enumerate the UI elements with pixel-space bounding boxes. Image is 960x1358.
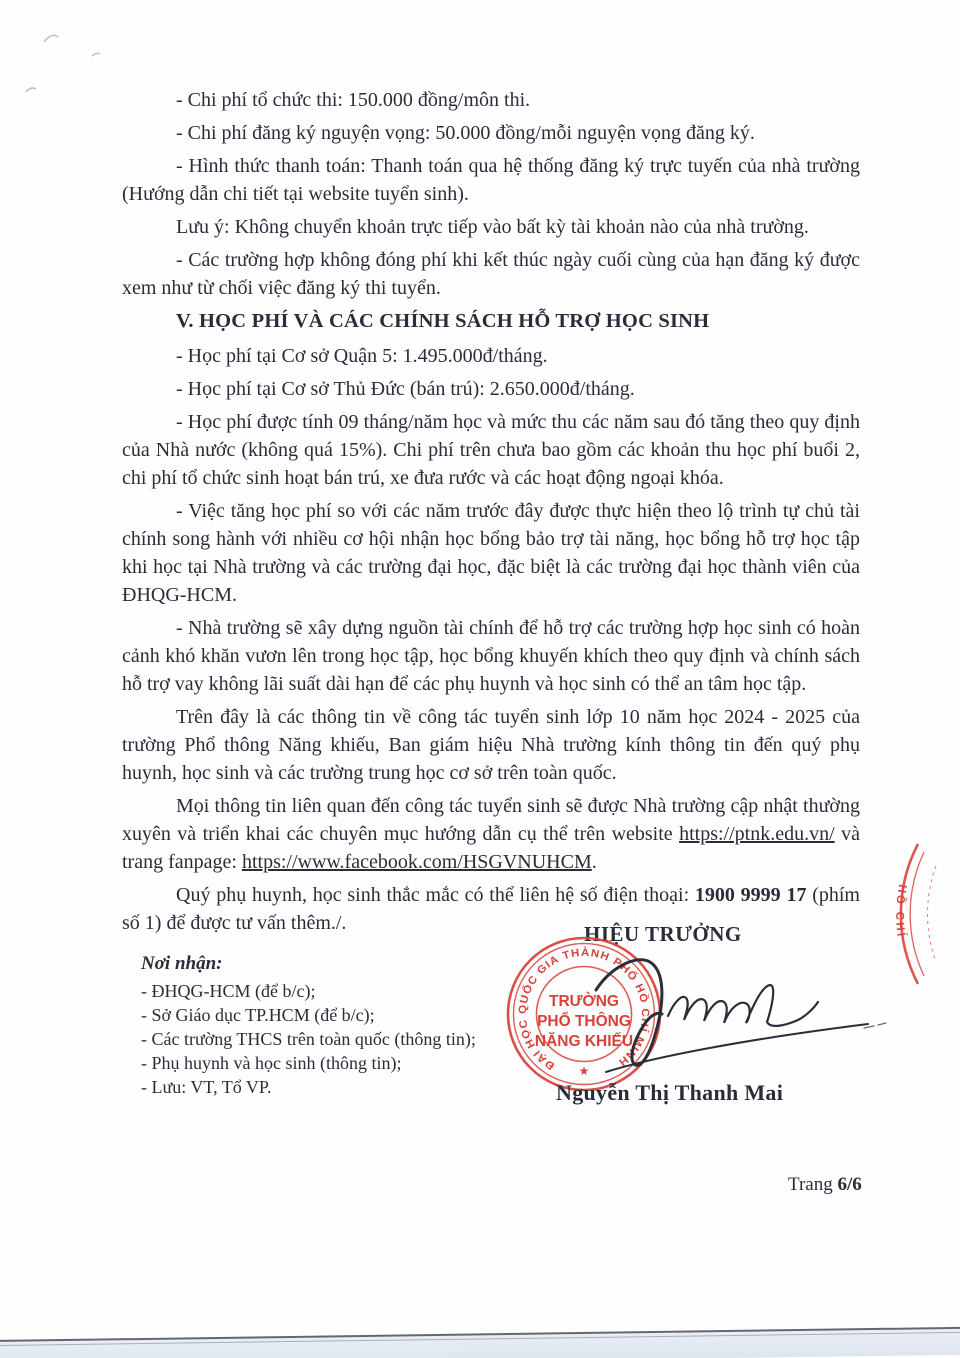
recipients-list <box>141 979 481 1099</box>
text-segment: - Nhà trường sẽ xây dựng nguồn tài chính để hỗ trợ các trường hợp học sinh có hoàn cảnh khó khăn vươn lên trong học tập, học bổng khuyến khích theo quy định và chính sách hỗ trợ vay không lãi suất dài hạn để các phụ huynh và học sinh có thể an tâm học tập. <box>122 617 860 695</box>
recipient-item: - ĐHQG-HCM (để b/c); <box>141 981 316 1001</box>
recipient-item: - Sở Giáo dục TP.HCM (để b/c); <box>141 1005 375 1025</box>
page-number-label: Trang <box>788 1174 833 1195</box>
text-segment: và trang fanpage: <box>122 823 860 873</box>
recipients-block <box>141 952 481 1099</box>
recipient-item: - Các trường THCS trên toàn quốc (thông tin); <box>141 1029 476 1049</box>
edge-stamp-text: HỒ CHÍ <box>893 883 909 940</box>
text-segment: - Các trường hợp không đóng phí khi kết thúc ngày cuối cùng của hạn đăng ký được xem như từ chối việc đăng ký thi tuyển. <box>122 249 860 299</box>
recipient-item: - Phụ huynh và học sinh (thông tin); <box>141 1053 402 1073</box>
text-segment: Mọi thông tin liên quan đến công tác tuyển sinh sẽ được Nhà trường cập nhật thường xuyên và triển khai các chuyên mục hướng dẫn cụ thể trên website <box>122 795 860 845</box>
stamp-text-line3: NĂNG KHIẾU <box>534 1033 634 1050</box>
pencil-marks <box>26 35 100 92</box>
text-segment: - Hình thức thanh toán: Thanh toán qua hệ thống đăng ký trực tuyến của nhà trường (Hướng dẫn chi tiết tại website tuyển sinh). <box>122 155 860 205</box>
signature-strokes <box>596 960 886 1072</box>
text-segment: . <box>591 851 597 873</box>
stamp-text-line1: TRƯỜNG <box>549 993 619 1010</box>
signer-name: Nguyễn Thị Thanh Mai <box>556 1080 784 1105</box>
stamp-ring-text: ĐẠI HỌC QUỐC GIA THÀNH PHỐ HỒ CHÍ MINH <box>516 946 652 1072</box>
text-segment: - Chi phí tổ chức thi: 150.000 đồng/môn thi. <box>176 89 531 111</box>
text-segment: - Học phí tại Cơ sở Quận 5: 1.495.000đ/tháng. <box>176 345 548 367</box>
text-segment: Quý phụ huynh, học sinh thắc mắc có thể liên hệ số điện thoại: <box>176 884 695 906</box>
text-segment: - Chi phí đăng ký nguyện vọng: 50.000 đồng/mỗi nguyện vọng đăng ký. <box>176 122 755 144</box>
link-url[interactable]: https://ptnk.edu.vn/ <box>679 823 835 845</box>
partial-edge-stamp <box>872 822 960 1002</box>
svg-text:HỒ CHÍ <box>893 883 908 939</box>
text-segment: - Học phí tại Cơ sở Thủ Đức (bán trú): 2.650.000đ/tháng. <box>176 378 635 400</box>
recipients-heading: Nơi nhận: <box>141 953 223 974</box>
text-segment: 1900 9999 17 <box>694 884 807 906</box>
text-segment: - Học phí được tính 09 tháng/năm học và mức thu các năm sau đó tăng theo quy định của Nhà nước (không quá 15%). Chi phí trên chưa bao gồm các khoản thu học phí buổi 2, chi phí tổ chức sinh hoạt bán trú, xe đưa rước và các hoạt động ngoại khóa. <box>122 411 860 489</box>
signer-title: HIỆU TRƯỞNG <box>584 922 742 946</box>
text-segment: V. HỌC PHÍ VÀ CÁC CHÍNH SÁCH HỖ TRỢ HỌC SINH <box>176 310 710 332</box>
link-url[interactable]: https://www.facebook.com/HSGVNUHCM <box>241 851 592 873</box>
text-segment: Trên đây là các thông tin về công tác tuyển sinh lớp 10 năm học 2024 - 2025 của trường Phổ thông Năng khiếu, Ban giám hiệu Nhà trường kính thông tin đến quý phụ huynh, học sinh và các trường trung học cơ sở trên toàn quốc. <box>122 706 860 784</box>
page-number-value: 6/6 <box>837 1174 862 1195</box>
recipient-item: - Lưu: VT, Tổ VP. <box>141 1077 272 1097</box>
text-segment: - Việc tăng học phí so với các năm trước đây được thực hiện theo lộ trình tự chủ tài chính song hành với nhiều cơ hội nhận học bổng bảo trợ tài năng, học bổng hỗ trợ học tập khi học tại Nhà trường và các trường đại học, đặc biệt là các trường đại học thành viên của ĐHQG-HCM. <box>122 500 860 606</box>
page-number <box>788 1174 862 1196</box>
text-segment: Lưu ý: Không chuyển khoản trực tiếp vào bất kỳ tài khoản nào của nhà trường. <box>176 216 809 238</box>
stamp-text-line2: PHỔ THÔNG <box>537 1013 631 1030</box>
text-segment: (phím số 1) để được tư vấn thêm./. <box>122 884 860 934</box>
stamp-star-icon: ★ <box>578 1064 590 1078</box>
